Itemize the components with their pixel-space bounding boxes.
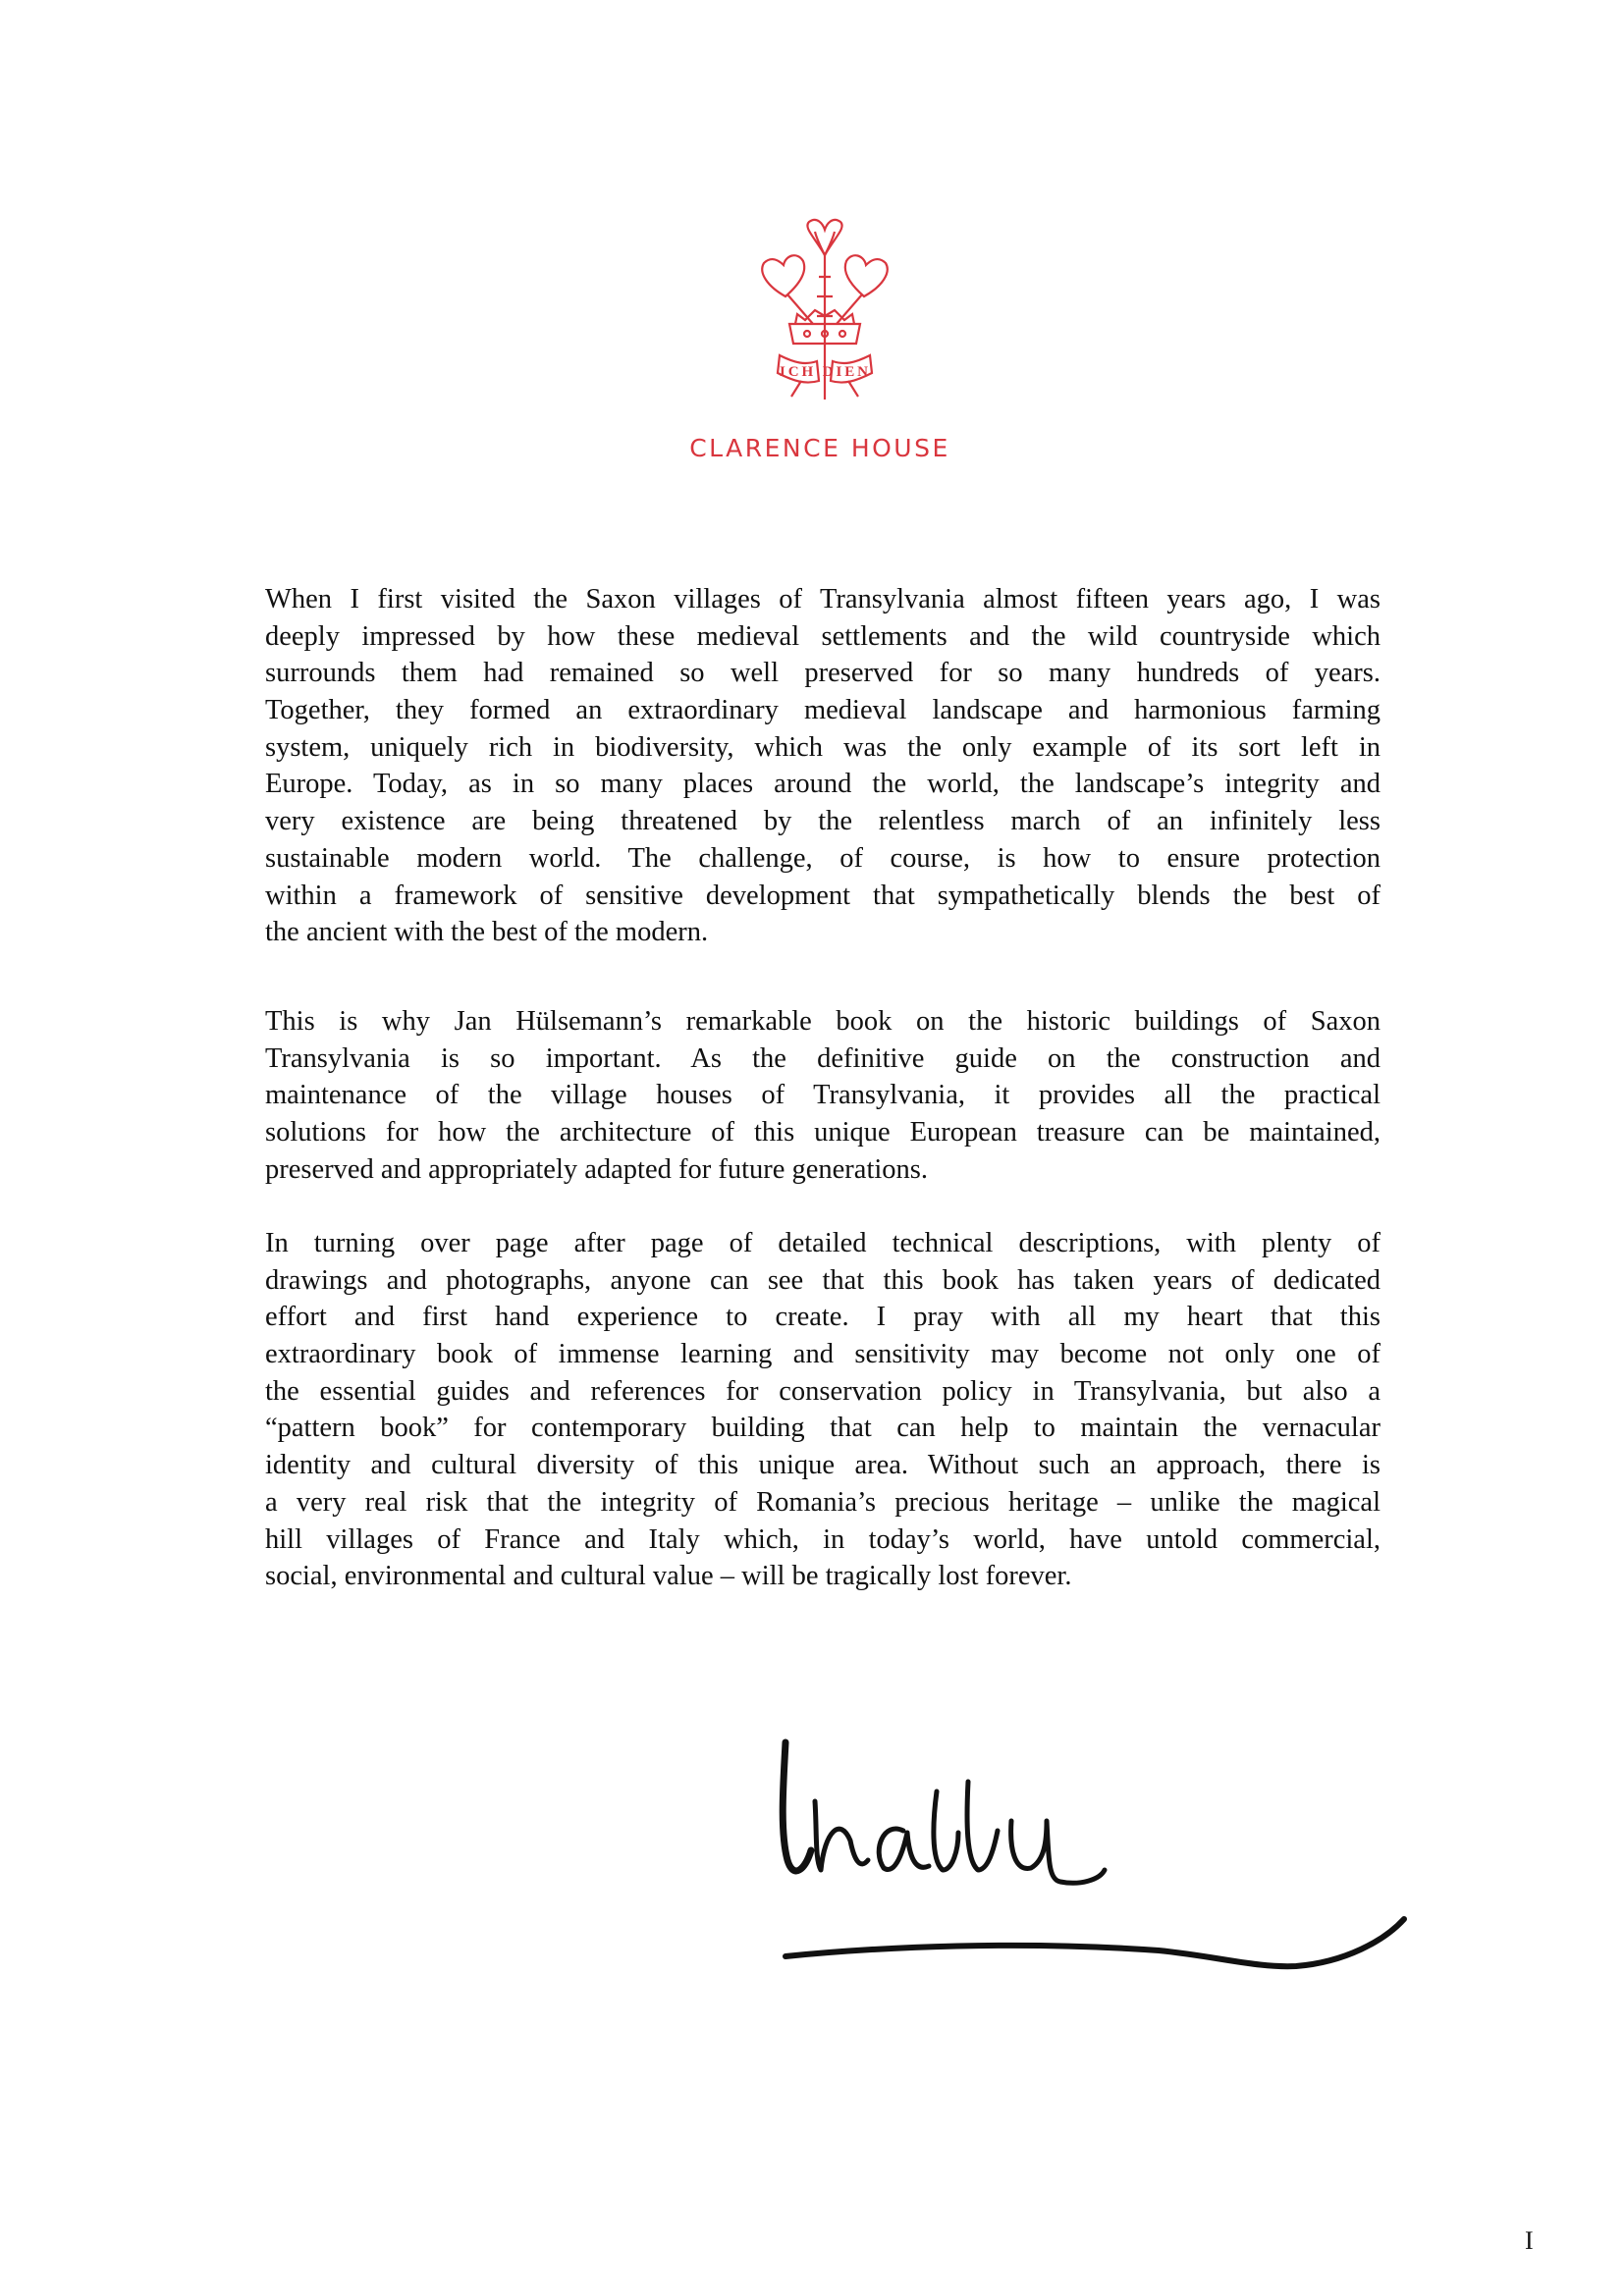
text-line: In turning over page after page of detailed technical descriptions, with plenty of bbox=[265, 1228, 1380, 1258]
letterhead-title: CLARENCE HOUSE bbox=[689, 434, 950, 462]
text-line: sustainable modern world. The challenge, of course, is how to ensure protection bbox=[265, 842, 1380, 874]
page-number: I bbox=[1525, 2226, 1534, 2255]
text-line: effort and first hand experience to create. I pray with all my heart that this bbox=[265, 1302, 1380, 1333]
prince-of-wales-feathers-crest-icon bbox=[746, 218, 903, 404]
text-line: deeply impressed by how these medieval settlements and the wild countryside which bbox=[265, 620, 1380, 652]
text-line: a very real risk that the integrity of Romania’s precious heritage – unlike the magical bbox=[265, 1486, 1380, 1518]
text-line: social, environmental and cultural value – will be tragically lost forever. bbox=[265, 1561, 1072, 1592]
text-line: Europe. Today, as in so many places around the world, the landscape’s integrity and bbox=[265, 769, 1380, 800]
text-line: maintenance of the village houses of Transylvania, it provides all the practical bbox=[265, 1080, 1380, 1111]
text-line: system, uniquely rich in biodiversity, which was the only example of its sort left in bbox=[265, 731, 1380, 763]
text-line: extraordinary book of immense learning and sensitivity may become not only one of bbox=[265, 1339, 1380, 1370]
text-line: identity and cultural diversity of this unique area. Without such an approach, there is bbox=[265, 1450, 1380, 1481]
text-line: the ancient with the best of the modern. bbox=[265, 917, 709, 948]
text-line: within a framework of sensitive development that sympathetically blends the best of bbox=[265, 880, 1380, 911]
text-line: the essential guides and references for conservation policy in Transylvania, but also a bbox=[265, 1375, 1380, 1407]
text-line: hill villages of France and Italy which, in today’s world, have untold commercial, bbox=[265, 1523, 1380, 1555]
text-line: When I first visited the Saxon villages of Transylvania almost fifteen years ago, I was bbox=[265, 584, 1380, 614]
text-line: very existence are being threatened by the relentless march of an infinitely less bbox=[265, 806, 1380, 837]
text-line: Together, they formed an extraordinary medieval landscape and harmonious farming bbox=[265, 695, 1380, 726]
text-line: preserved and appropriately adapted for future generations. bbox=[265, 1153, 928, 1185]
paragraph-3 bbox=[265, 1225, 1380, 1595]
text-line: “pattern book” for contemporary building that can help to maintain the vernacular bbox=[265, 1413, 1380, 1444]
text-line: This is why Jan Hülsemann’s remarkable book on the historic buildings of Saxon bbox=[265, 1006, 1380, 1037]
text-line: drawings and photographs, anyone can see that this book has taken years of dedicated bbox=[265, 1264, 1380, 1296]
text-line: Transylvania is so important. As the definitive guide on the construction and bbox=[265, 1042, 1380, 1074]
paragraph-2 bbox=[265, 1003, 1380, 1188]
handwritten-signature bbox=[766, 1723, 1414, 2007]
paragraph-1 bbox=[265, 581, 1380, 951]
text-line: solutions for how the architecture of this unique European treasure can be maintained, bbox=[265, 1117, 1380, 1148]
crest-motto: ICH DIEN bbox=[780, 364, 870, 380]
text-line: surrounds them had remained so well preserved for so many hundreds of years. bbox=[265, 658, 1380, 689]
